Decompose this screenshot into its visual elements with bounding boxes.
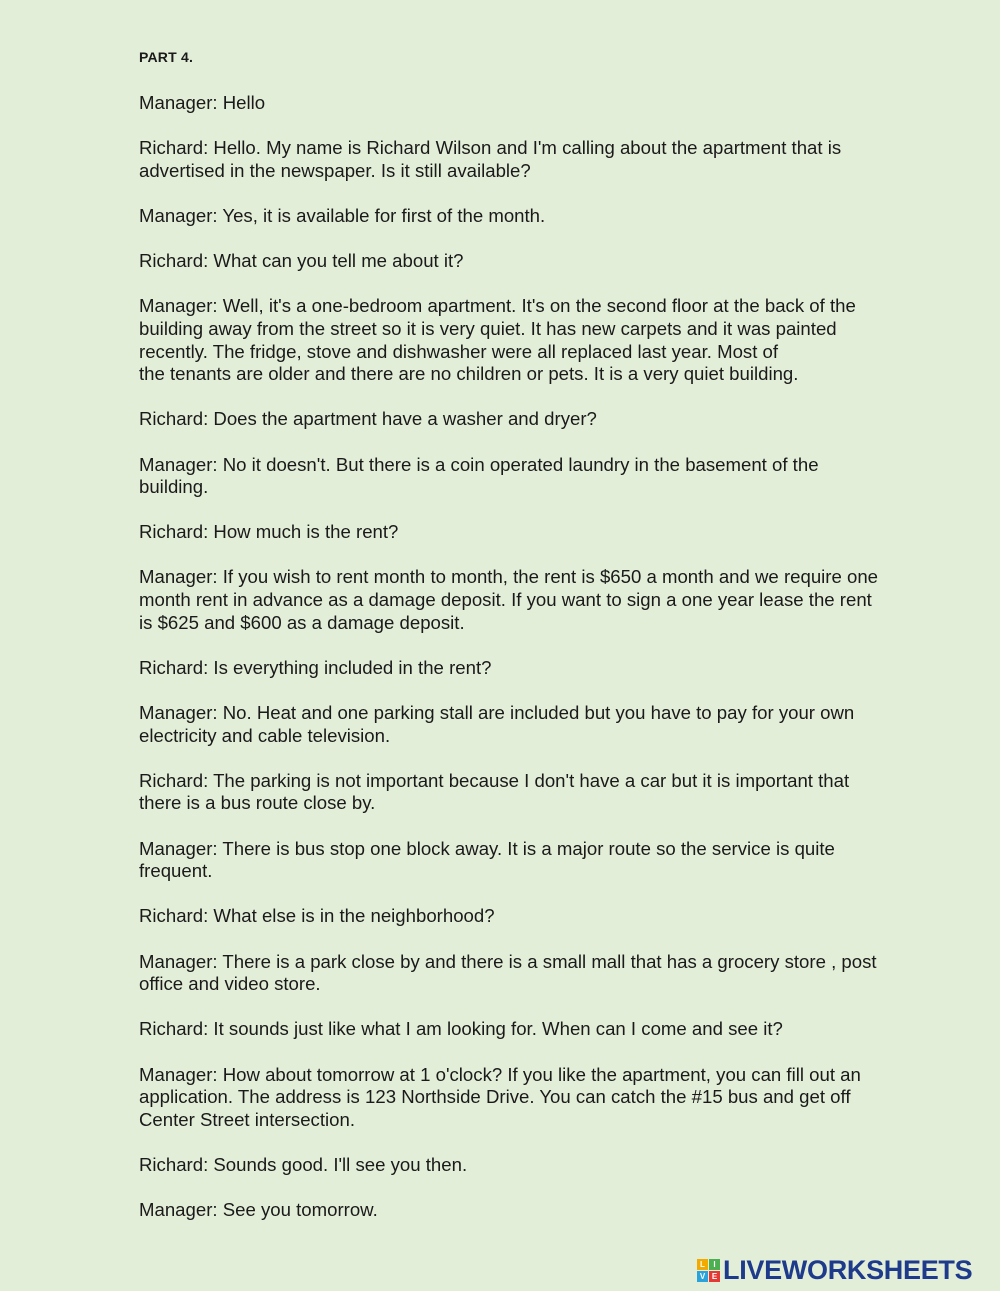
liveworksheets-logo [697,1255,972,1285]
logo-text: LIVEWORKSHEETS [723,1255,973,1285]
document-page [139,48,929,1244]
logo-block: E [709,1271,720,1282]
dialogue-line: Richard: Sounds good. I'll see you then. [139,1153,468,1175]
dialogue-line: Manager: See you tomorrow. [139,1199,378,1221]
dialogue-line: Richard: The parking is not important because I don't have a car but it is important that there is a bus route close by. [139,769,850,814]
dialogue-line: Richard: What can you tell me about it? [139,250,464,272]
dialogue-line: Manager: If you wish to rent month to month, the rent is $650 a month and we require one month rent in advance as a damage deposit. If you want to sign a one year lease the rent is $625 and $600 as a damage deposit. [139,566,879,633]
dialogue-line: Richard: Does the apartment have a washer and dryer? [139,408,597,430]
dialogue-line: Manager: Hello [139,92,266,113]
dialogue-line: Richard: Is everything included in the rent? [139,656,492,678]
dialogue-line: Manager: Well, it's a one-bedroom apartment. It's on the second floor at the back of the building away from the street so it is very quiet. It has new carpets and it was painted recently. The fridge, stove and dishwasher were all replaced last year. Most of the tenants are older and there are no children or pets. It is a very quiet building. [139,295,856,385]
dialogue-line: Manager: How about tomorrow at 1 o'clock? If you like the apartment, you can fill out an application. The address is 123 Northside Drive. You can catch the #15 bus and get off Center Street intersection. [139,1063,861,1130]
dialogue-line: Manager: No. Heat and one parking stall are included but you have to pay for your own electricity and cable television. [139,702,855,746]
dialogue-line: Manager: There is bus stop one block away. It is a major route so the service is quite frequent. [139,837,835,882]
logo-block: V [697,1271,708,1282]
dialogue-line: Manager: There is a park close by and there is a small mall that has a grocery store , post office and video store. [139,950,877,995]
dialogue-line: Richard: Hello. My name is Richard Wilson and I'm calling about the apartment that is advertised in the newspaper. Is it still available? [139,137,842,181]
logo-blocks-icon [697,1259,720,1282]
dialogue [139,92,929,1222]
dialogue-line: Manager: No it doesn't. But there is a coin operated laundry in the basement of the building. [139,453,819,498]
part-heading: PART 4. [139,49,194,65]
dialogue-line: Richard: It sounds just like what I am looking for. When can I come and see it? [139,1018,783,1040]
dialogue-line: Richard: How much is the rent? [139,521,399,543]
dialogue-line: Richard: What else is in the neighborhood? [139,905,495,927]
dialogue-line: Manager: Yes, it is available for first of the month. [139,204,546,226]
logo-block: L [697,1259,708,1270]
logo-block: I [709,1259,720,1270]
